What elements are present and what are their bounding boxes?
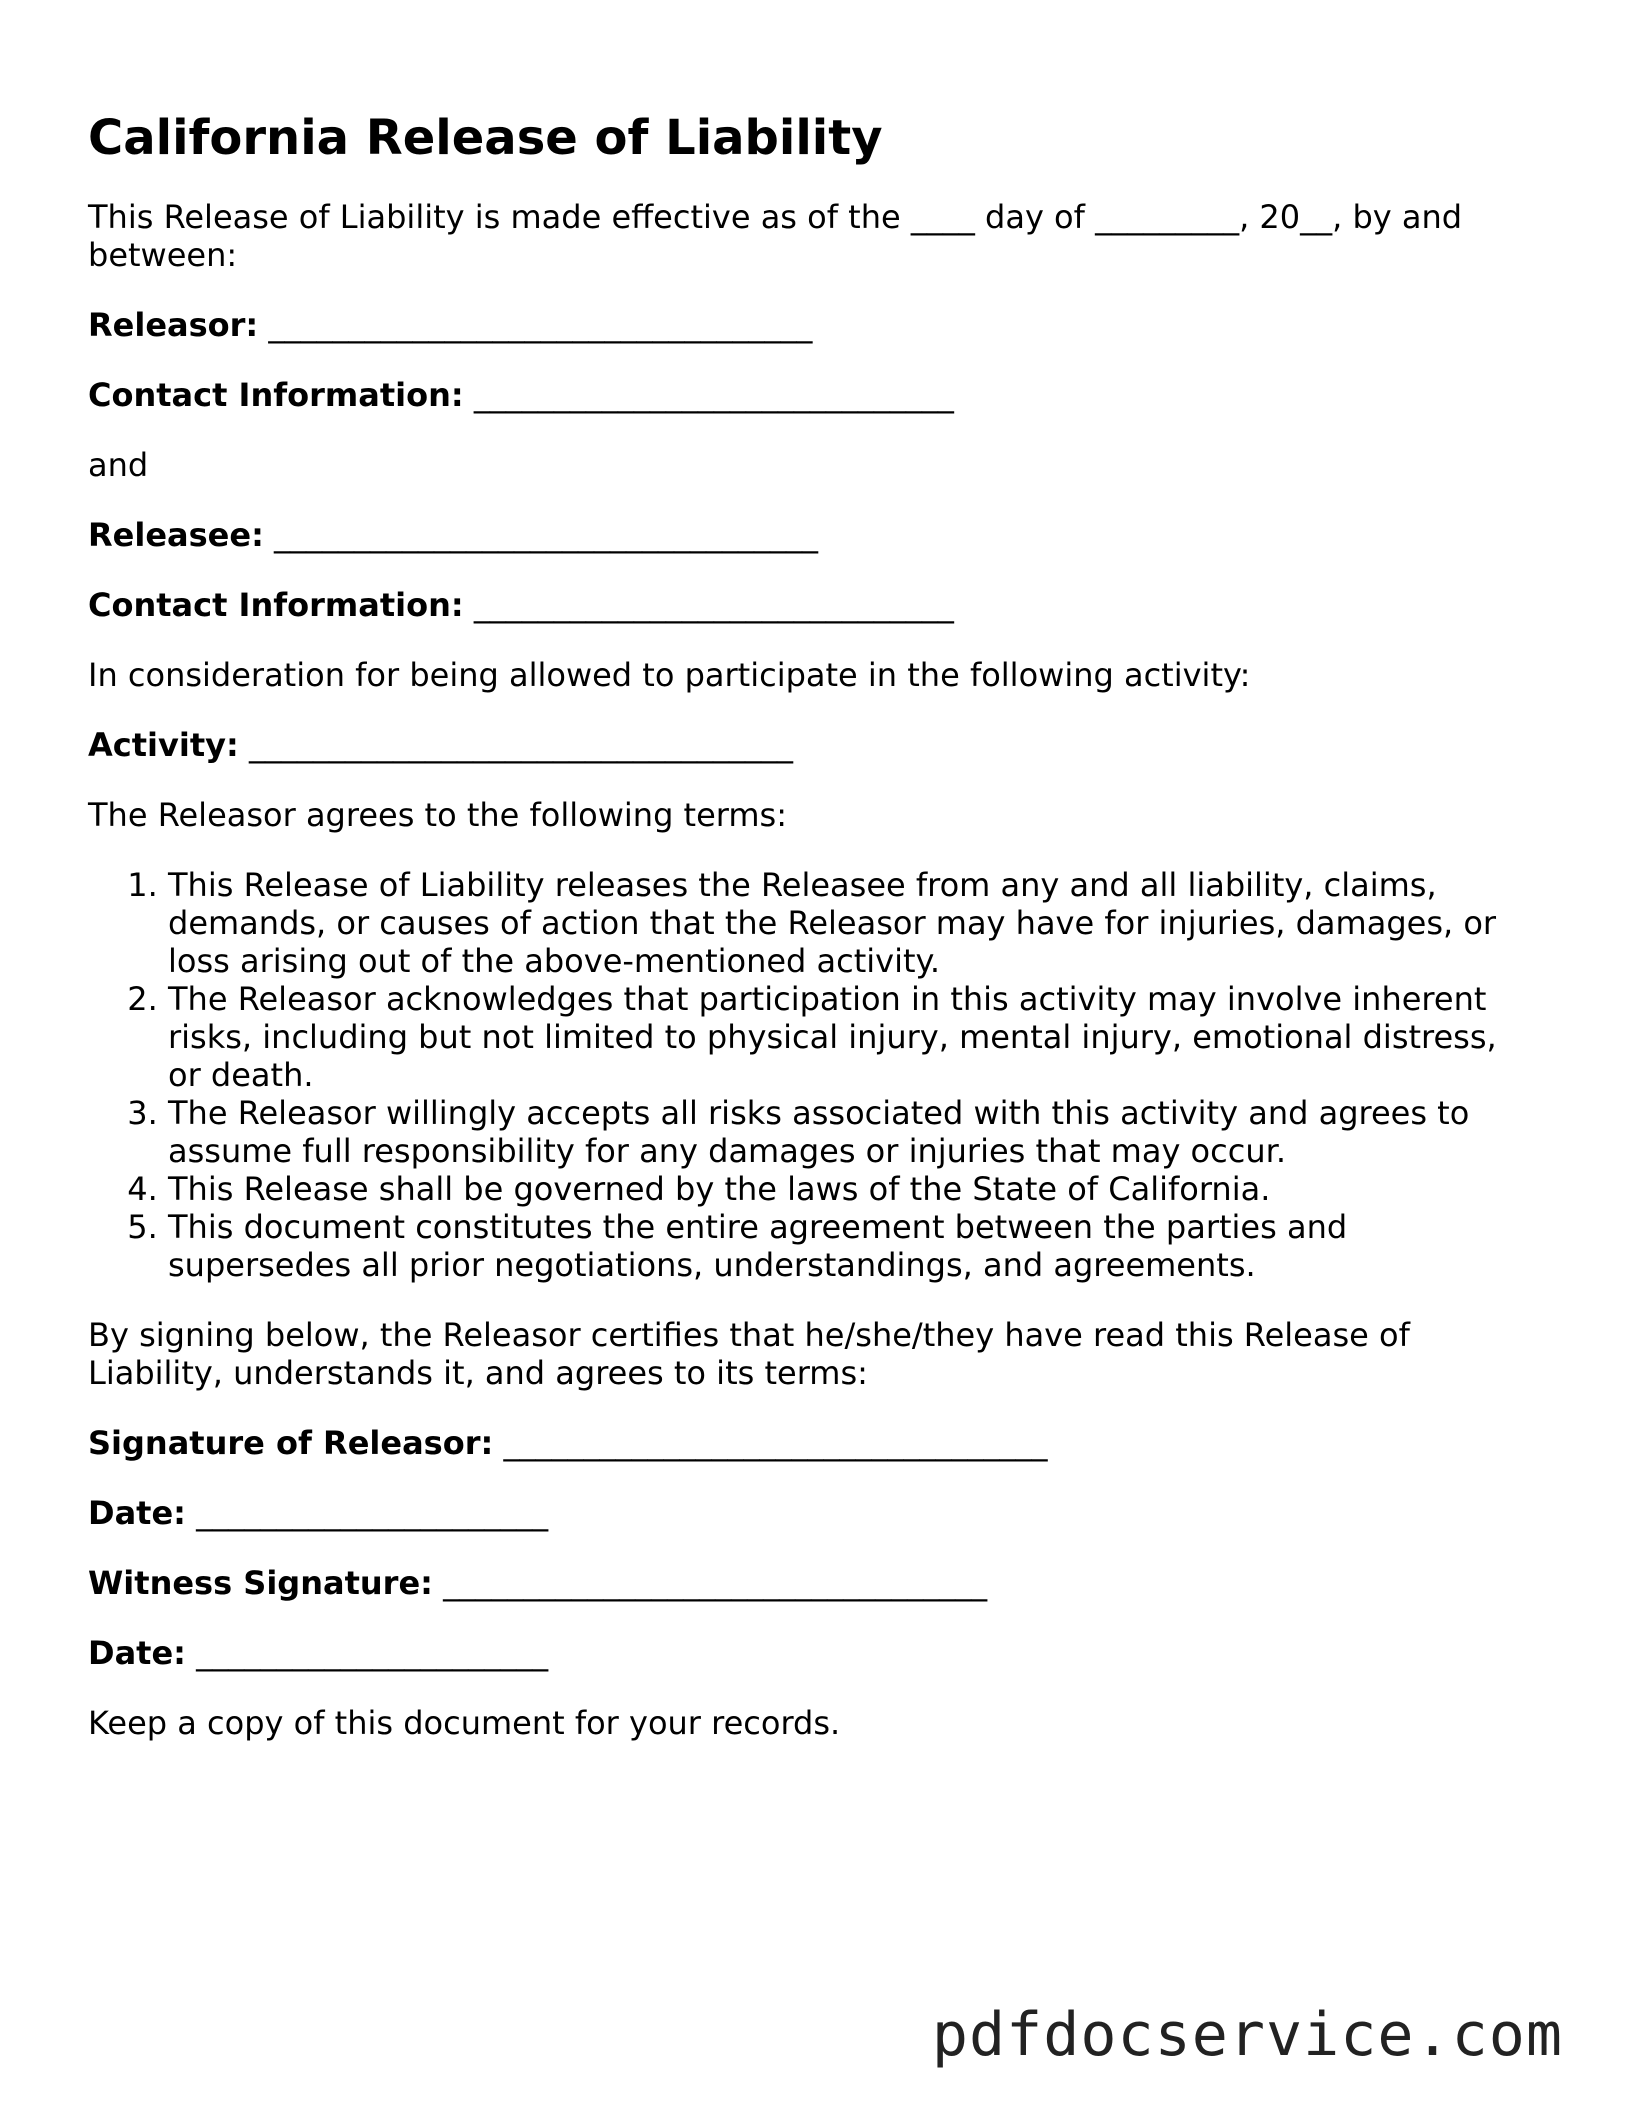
certification-paragraph: By signing below, the Releasor certifies that he/she/they have read this Release of Liability, understands it, and agrees to its terms: (88, 1316, 1410, 1392)
witness-signature-label: Witness Signature: (88, 1564, 433, 1602)
releasee-contact-blank: ______________________________ (473, 586, 954, 624)
releasor-contact-field (88, 376, 1538, 414)
intro-paragraph: This Release of Liability is made effective as of the ____ day of _________, 20__, by and between: (88, 198, 1463, 274)
term-item: 3. The Releasor willingly accepts all risks associated with this activity and agrees to assume full responsibility for any damages or injuries that may occur. (168, 1094, 1538, 1170)
releasor-label: Releasor: (88, 306, 259, 344)
consideration-paragraph: In consideration for being allowed to participate in the following activity: (88, 656, 1251, 694)
releasee-contact-label: Contact Information: (88, 586, 464, 624)
releasee-field (88, 516, 1538, 554)
term-item: 4. This Release shall be governed by the laws of the State of California. (168, 1170, 1538, 1208)
term-item: 5. This document constitutes the entire agreement between the parties and supersedes all prior negotiations, understandings, and agreements. (168, 1208, 1538, 1284)
site-watermark: pdfdocservice.com (931, 2000, 1563, 2070)
activity-field (88, 726, 1538, 764)
date-label-2: Date: (88, 1634, 186, 1672)
activity-blank: __________________________________ (248, 726, 793, 764)
releasee-blank: __________________________________ (274, 516, 819, 554)
releasor-field (88, 306, 1538, 344)
date-field-1 (88, 1494, 1538, 1532)
terms-list (88, 866, 1538, 1284)
date-label-1: Date: (88, 1494, 186, 1532)
term-item: 1. This Release of Liability releases the Releasee from any and all liability, claims, demands, or causes of action that the Releasor may have for injuries, damages, or loss arising out of the above-mentioned activity. (168, 866, 1538, 980)
activity-label: Activity: (88, 726, 239, 764)
date-blank-1: ______________________ (196, 1494, 549, 1532)
date-blank-2: ______________________ (196, 1634, 549, 1672)
and-text: and (88, 446, 149, 484)
releasee-contact-field (88, 586, 1538, 624)
footer-note: Keep a copy of this document for your records. (88, 1704, 841, 1742)
document-title: California Release of Liability (88, 110, 883, 166)
term-item: 2. The Releasor acknowledges that participation in this activity may involve inherent risks, including but not limited to physical injury, mental injury, emotional distress, or death. (168, 980, 1538, 1094)
terms-intro: The Releasor agrees to the following terms: (88, 796, 787, 834)
releasor-blank: __________________________________ (268, 306, 813, 344)
document-page (88, 108, 1538, 1774)
releasor-contact-blank: ______________________________ (473, 376, 954, 414)
releasee-label: Releasee: (88, 516, 264, 554)
releasor-contact-label: Contact Information: (88, 376, 464, 414)
date-field-2 (88, 1634, 1538, 1672)
releasor-signature-field (88, 1424, 1538, 1462)
releasor-signature-label: Signature of Releasor: (88, 1424, 494, 1462)
witness-signature-field (88, 1564, 1538, 1602)
witness-signature-blank: __________________________________ (443, 1564, 988, 1602)
releasor-signature-blank: __________________________________ (503, 1424, 1048, 1462)
